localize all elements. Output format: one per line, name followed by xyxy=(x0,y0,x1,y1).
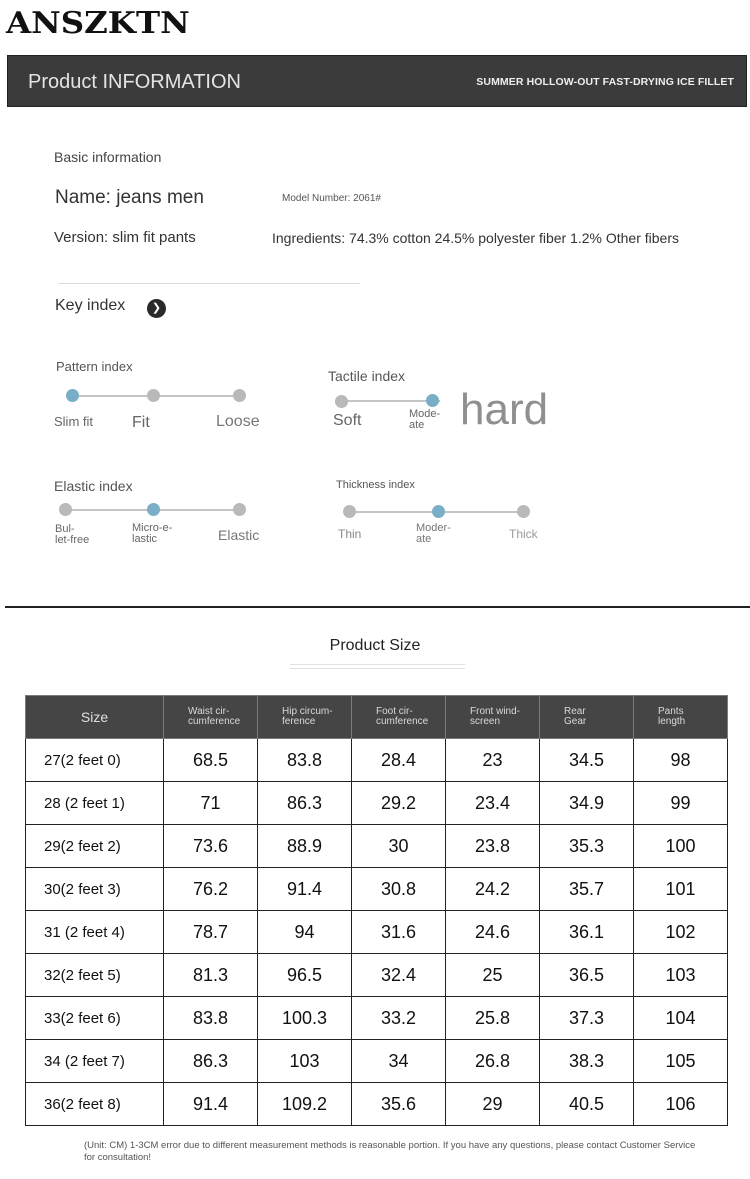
measurement-cell: 34.9 xyxy=(540,782,634,825)
section-divider-full xyxy=(5,606,750,608)
measurement-cell: 109.2 xyxy=(258,1083,352,1126)
measurement-cell: 76.2 xyxy=(164,868,258,911)
measurement-cell: 37.3 xyxy=(540,997,634,1040)
measurement-cell: 35.3 xyxy=(540,825,634,868)
model-number: Model Number: 2061# xyxy=(282,193,381,204)
table-row xyxy=(26,825,728,868)
section-divider xyxy=(58,283,360,284)
size-table-header-cell: Front wind- screen xyxy=(446,696,540,739)
size-table-header-cell: Foot cir- cumference xyxy=(352,696,446,739)
measurement-cell: 68.5 xyxy=(164,739,258,782)
tactile-label-soft: Soft xyxy=(333,412,362,429)
pattern-label-slim-fit: Slim fit xyxy=(54,414,93,429)
measurement-cell: 35.6 xyxy=(352,1083,446,1126)
arrow-right-circle-icon: ❯ xyxy=(147,299,166,318)
measurement-cell: 34.5 xyxy=(540,739,634,782)
measurement-cell: 26.8 xyxy=(446,1040,540,1083)
measurement-cell: 28.4 xyxy=(352,739,446,782)
measurement-cell: 25.8 xyxy=(446,997,540,1040)
size-cell: 29(2 feet 2) xyxy=(26,825,164,868)
header-title: Product INFORMATION xyxy=(28,71,241,93)
elastic-label-micro-elastic: Micro-e- lastic xyxy=(132,522,173,545)
elastic-label-bullet-free: Bul- let-free xyxy=(55,523,90,546)
measurement-cell: 73.6 xyxy=(164,825,258,868)
measurement-cell: 99 xyxy=(634,782,728,825)
key-index-heading: Key index xyxy=(55,297,126,314)
table-row xyxy=(26,997,728,1040)
title-underline-decoration xyxy=(290,664,465,674)
measurement-cell: 32.4 xyxy=(352,954,446,997)
basic-info-heading: Basic information xyxy=(54,149,162,165)
size-cell: 33(2 feet 6) xyxy=(26,997,164,1040)
size-table-header-cell: Rear Gear xyxy=(540,696,634,739)
measurement-cell: 106 xyxy=(634,1083,728,1126)
pattern-dot-slim-fit xyxy=(66,389,79,402)
measurement-cell: 86.3 xyxy=(164,1040,258,1083)
measurement-cell: 83.8 xyxy=(258,739,352,782)
measurement-cell: 86.3 xyxy=(258,782,352,825)
thickness-index-title: Thickness index xyxy=(336,479,415,491)
measurement-note: (Unit: CM) 1-3CM error due to different measurement methods is reasonable portion. If you have any questions, please contact Customer Service for consultation! xyxy=(84,1140,696,1163)
measurement-cell: 34 xyxy=(352,1040,446,1083)
thickness-label-thin: Thin xyxy=(338,527,362,541)
thickness-dot-thin xyxy=(343,505,356,518)
measurement-cell: 78.7 xyxy=(164,911,258,954)
thickness-dot-moderate xyxy=(432,505,445,518)
measurement-cell: 98 xyxy=(634,739,728,782)
table-row xyxy=(26,911,728,954)
ingredients: Ingredients: 74.3% cotton 24.5% polyester fiber 1.2% Other fibers xyxy=(272,230,680,246)
size-table-header-cell: Hip circum- ference xyxy=(258,696,352,739)
measurement-cell: 81.3 xyxy=(164,954,258,997)
measurement-cell: 94 xyxy=(258,911,352,954)
measurement-cell: 36.5 xyxy=(540,954,634,997)
measurement-cell: 23.4 xyxy=(446,782,540,825)
measurement-cell: 105 xyxy=(634,1040,728,1083)
measurement-cell: 35.7 xyxy=(540,868,634,911)
table-row xyxy=(26,954,728,997)
measurement-cell: 36.1 xyxy=(540,911,634,954)
product-version: Version: slim fit pants xyxy=(54,229,196,246)
measurement-cell: 96.5 xyxy=(258,954,352,997)
pattern-label-loose: Loose xyxy=(216,413,260,430)
table-row xyxy=(26,782,728,825)
brand-logo: ANSZKTN xyxy=(6,6,190,41)
measurement-cell: 100.3 xyxy=(258,997,352,1040)
thickness-dot-thick xyxy=(517,505,530,518)
product-name: Name: jeans men xyxy=(55,187,204,208)
measurement-cell: 30.8 xyxy=(352,868,446,911)
size-cell: 34 (2 feet 7) xyxy=(26,1040,164,1083)
measurement-cell: 30 xyxy=(352,825,446,868)
measurement-cell: 71 xyxy=(164,782,258,825)
table-row xyxy=(26,1083,728,1126)
table-row xyxy=(26,868,728,911)
table-row xyxy=(26,1040,728,1083)
measurement-cell: 38.3 xyxy=(540,1040,634,1083)
tactile-label-moderate: Mode- ate xyxy=(409,408,441,431)
measurement-cell: 103 xyxy=(634,954,728,997)
measurement-cell: 23 xyxy=(446,739,540,782)
size-cell: 32(2 feet 5) xyxy=(26,954,164,997)
measurement-cell: 40.5 xyxy=(540,1083,634,1126)
header-subtitle: SUMMER HOLLOW-OUT FAST-DRYING ICE FILLET xyxy=(476,76,734,88)
tactile-label-hard: hard xyxy=(460,385,549,434)
measurement-cell: 101 xyxy=(634,868,728,911)
size-table-header-cell: Waist cir- cumference xyxy=(164,696,258,739)
size-cell: 36(2 feet 8) xyxy=(26,1083,164,1126)
tactile-dot-moderate xyxy=(426,394,439,407)
elastic-dot-elastic xyxy=(233,503,246,516)
measurement-cell: 24.6 xyxy=(446,911,540,954)
measurement-cell: 91.4 xyxy=(164,1083,258,1126)
elastic-index-title: Elastic index xyxy=(54,478,133,494)
product-size-title: Product Size xyxy=(329,637,421,654)
measurement-cell: 102 xyxy=(634,911,728,954)
size-cell: 31 (2 feet 4) xyxy=(26,911,164,954)
measurement-cell: 24.2 xyxy=(446,868,540,911)
measurement-cell: 83.8 xyxy=(164,997,258,1040)
measurement-cell: 29.2 xyxy=(352,782,446,825)
pattern-label-fit: Fit xyxy=(132,414,150,431)
measurement-cell: 103 xyxy=(258,1040,352,1083)
pattern-index-title: Pattern index xyxy=(56,359,133,374)
measurement-cell: 31.6 xyxy=(352,911,446,954)
measurement-cell: 88.9 xyxy=(258,825,352,868)
tactile-track xyxy=(335,400,440,402)
measurement-cell: 91.4 xyxy=(258,868,352,911)
size-cell: 27(2 feet 0) xyxy=(26,739,164,782)
measurement-cell: 29 xyxy=(446,1083,540,1126)
size-table xyxy=(25,695,728,1126)
table-row xyxy=(26,739,728,782)
size-table-header-cell: Size xyxy=(26,696,164,739)
size-table-header-cell: Pants length xyxy=(634,696,728,739)
elastic-dot-bullet-free xyxy=(59,503,72,516)
measurement-cell: 100 xyxy=(634,825,728,868)
pattern-dot-fit xyxy=(147,389,160,402)
size-table-header-row xyxy=(26,696,728,739)
size-table-body xyxy=(26,739,728,1126)
thickness-label-moderate: Moder- ate xyxy=(416,522,451,545)
elastic-label-elastic: Elastic xyxy=(218,527,260,543)
size-cell: 30(2 feet 3) xyxy=(26,868,164,911)
size-cell: 28 (2 feet 1) xyxy=(26,782,164,825)
pattern-dot-loose xyxy=(233,389,246,402)
product-info-header xyxy=(7,55,747,107)
tactile-dot-soft xyxy=(335,395,348,408)
measurement-cell: 33.2 xyxy=(352,997,446,1040)
elastic-dot-micro-elastic xyxy=(147,503,160,516)
thickness-label-thick: Thick xyxy=(509,527,538,541)
measurement-cell: 23.8 xyxy=(446,825,540,868)
measurement-cell: 104 xyxy=(634,997,728,1040)
tactile-index-title: Tactile index xyxy=(328,368,406,384)
measurement-cell: 25 xyxy=(446,954,540,997)
